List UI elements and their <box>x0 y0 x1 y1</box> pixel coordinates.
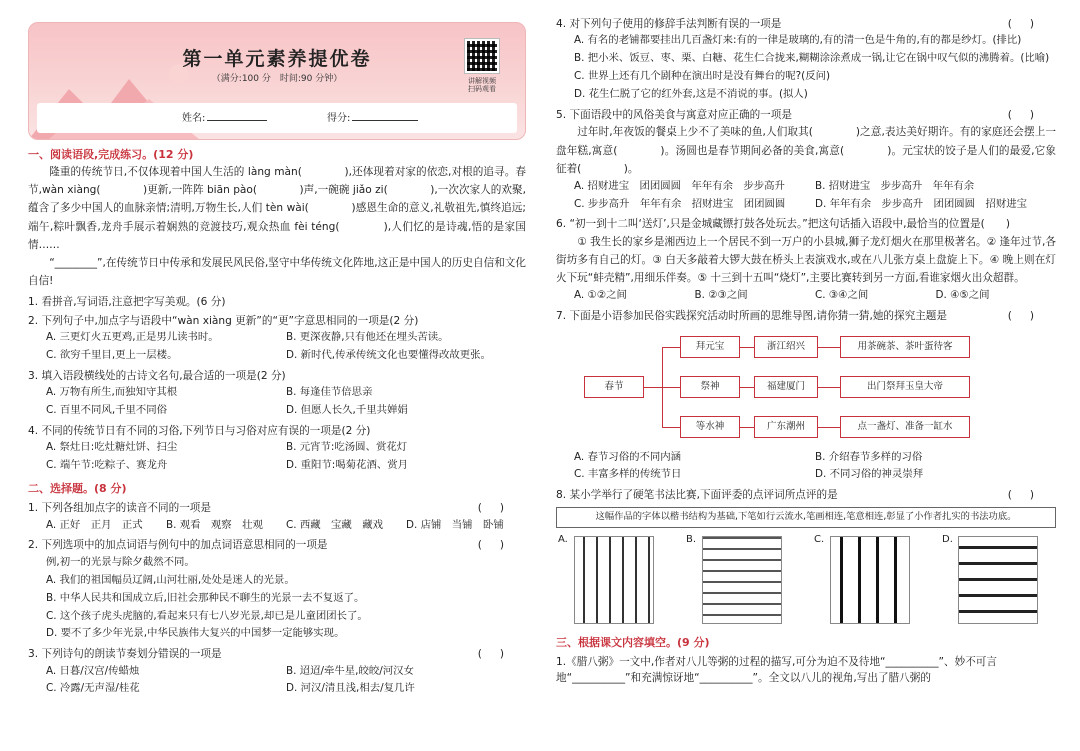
question-2-6: 6. “初一到十二叫‘送灯’,只是金城藏镖打鼓各处玩去。”把这句话插入语段中,最恰当的位置是( ) <box>556 218 1011 231</box>
question-1-3: 3. 填入语段横线处的古诗文名句,最合适的一项是(2 分) <box>28 369 286 382</box>
calligraphy-option-b[interactable]: B. <box>686 532 798 628</box>
mindmap-place: 浙江绍兴 <box>754 336 818 358</box>
exam-subtitle: （满分:100 分 时间:90 分钟） <box>211 74 343 84</box>
calligraphy-image <box>958 536 1038 624</box>
mindmap-leaf: 点一盏灯、准备一缸水 <box>840 416 970 438</box>
option[interactable]: B. 中华人民共和国成立后,旧社会那种民不聊生的光景一去不复返了。 <box>46 591 365 604</box>
option[interactable]: B. 招财进宝 步步高升 年年有余 <box>815 180 975 193</box>
option[interactable]: A. 日暮/汉宫/传蜡烛 <box>46 664 140 677</box>
option[interactable]: A. 春节习俗的不同内涵 <box>574 450 682 463</box>
option[interactable]: B. 观看 观察 壮观 <box>166 518 263 531</box>
option[interactable]: A. 我们的祖国幅员辽阔,山河壮丽,处处是迷人的光景。 <box>46 573 295 586</box>
option[interactable]: A. 万物有所生,而独知守其根 <box>46 386 178 399</box>
option[interactable]: A. 招财进宝 团团圆圆 年年有余 步步高升 <box>574 180 785 193</box>
score-label: 得分: <box>327 113 351 124</box>
question-2-5-options <box>556 178 1056 213</box>
mindmap-node: 祭神 <box>680 376 740 398</box>
mindmap-node: 等水神 <box>680 416 740 438</box>
option[interactable]: C. 步步高升 年年有余 招财进宝 团团圆圆 <box>574 197 786 210</box>
question-1-2-options <box>28 329 526 364</box>
question-2-7: () 7. 下面是小语参加民俗实践探究活动时所画的思维导图,请你猜一猜,她的探究主题是 <box>556 310 1052 323</box>
name-label: 姓名: <box>182 113 206 124</box>
question-1-3-options <box>28 384 526 419</box>
question-2-8: () 8. 某小学举行了硬笔书法比赛,下面评委的点评词所点评的是 <box>556 488 1052 501</box>
question-2-2: () 2. 下列选项中的加点词语与例句中的加点词语意思相同的一项是 <box>28 539 522 552</box>
calligraphy-option-c[interactable]: C. <box>814 532 926 628</box>
option[interactable]: D. ④⑤之间 <box>935 289 990 302</box>
option[interactable]: C. 百里不同风,千里不同俗 <box>46 403 168 416</box>
qr-caption: 讲解视频 扫码观看 <box>468 77 496 94</box>
question-1-4-options <box>28 439 526 474</box>
option[interactable]: B. 把小米、饭豆、枣、栗、白糖、花生仁合拢来,糊糊涂涂煮成一锅,让它在锅中叹气似的沸腾着。(比喻) <box>574 52 1050 65</box>
question-2-2-options <box>28 572 526 644</box>
option[interactable]: C. 这个孩子虎头虎脑的,看起来只有七八岁光景,却已是儿童团团长了。 <box>46 609 368 622</box>
calligraphy-image <box>574 536 654 624</box>
question-2-3: () 3. 下列诗句的朗读节奏划分错误的一项是 <box>28 648 522 661</box>
left-column <box>28 0 526 698</box>
calligraphy-samples <box>556 532 1056 628</box>
question-2-5: () 5. 下面语段中的风俗美食与寓意对应正确的一项是 <box>556 108 1052 121</box>
mindmap-leaf: 出门祭拜玉皇大帝 <box>840 376 970 398</box>
question-2-7-options <box>556 449 1056 484</box>
question-1-1: 1. 看拼音,写词语,注意把字写美观。(6 分) <box>28 295 226 308</box>
option[interactable]: C. 端午节:吃粽子、赛龙舟 <box>46 458 168 471</box>
question-1-2: 2. 下列句子中,加点字与语段中“wàn xiàng 更新”的“更”字意思相同的一项是(2 分) <box>28 314 419 327</box>
question-2-1: () 1. 下列各组加点字的读音不同的一项是 <box>28 502 522 515</box>
calligraphy-option-a[interactable]: A. <box>558 532 670 628</box>
option[interactable]: B. 介绍春节多样的习俗 <box>815 450 923 463</box>
option[interactable]: C. 世界上还有几个剧种在演出时是没有舞台的呢?(反问) <box>574 70 831 83</box>
option[interactable]: C. 冷露/无声湿/桂花 <box>46 682 140 695</box>
judge-comment-box: 这幅作品的字体以楷书结构为基础,下笔如行云流水,笔画相连,笔意相连,彰显了小作者扎实的书法功底。 <box>556 507 1056 527</box>
question-2-1-options <box>28 517 526 535</box>
mindmap-node: 拜元宝 <box>680 336 740 358</box>
option[interactable]: D. 新时代,传承传统文化也要懂得改故更张。 <box>286 349 491 362</box>
option[interactable]: B. 更深夜静,只有他还在埋头苦读。 <box>286 331 449 344</box>
mindmap-root: 春节 <box>584 376 644 398</box>
name-field[interactable] <box>207 120 267 121</box>
question-2-6-options <box>556 287 1056 305</box>
option[interactable]: D. 不同习俗的神灵崇拜 <box>815 468 924 481</box>
calligraphy-image <box>702 536 782 624</box>
option[interactable]: C. ③④之间 <box>815 289 869 302</box>
header-card <box>28 22 526 140</box>
mind-map <box>556 329 1056 447</box>
mindmap-place: 福建厦门 <box>754 376 818 398</box>
option[interactable]: D. 但愿人长久,千里共婵娟 <box>286 403 408 416</box>
exam-title: 第一单元素养提优卷 <box>182 48 372 70</box>
question-2-6-text: ① 我生长的家乡是湘西边上一个居民不到一万户的小县城,狮子龙灯烟火在那里极著名。② 逢年过节,各街坊多有自己的灯。③ 白天多敲着大锣大鼓在桥头上表演戏水,或在八儿张方桌上盘旋上下。④ 晚上则在灯火下玩“蚌壳精”,用细乐伴奏。⑤ 十三到十五叫“烧灯”,主要比赛转到另一方面,看谁家烟火出众超群。 <box>556 235 1056 285</box>
section3-title: 三、根据课文内容填空。(9 分) <box>556 635 710 649</box>
question-2-4: () 4. 对下列句子使用的修辞手法判断有误的一项是 <box>556 18 1052 30</box>
option[interactable]: A. 祭灶日:吃灶糖灶饼、扫尘 <box>46 440 178 453</box>
option[interactable]: D. 店铺 当铺 卧铺 <box>406 518 504 531</box>
question-2-5-text: 过年时,年夜饭的餐桌上少不了美味的鱼,人们取其( )之意,表达美好期许。有的家庭还会摆上一盘年糕,寓意( )。汤圆也是春节期间必备的美食,寓意( )。元宝状的饺子是人们的最爱,它象征着( )。 <box>556 126 1056 175</box>
option[interactable]: B. ②③之间 <box>694 289 748 302</box>
option[interactable]: A. 三更灯火五更鸡,正是男儿读书时。 <box>46 331 219 344</box>
mindmap-place: 广东潮州 <box>754 416 818 438</box>
option[interactable]: B. 迢迢/牵牛星,皎皎/河汉女 <box>286 664 414 677</box>
question-2-3-options <box>28 663 526 698</box>
question-3-1: 1.《腊八粥》一文中,作者对八儿等粥的过程的描写,可分为迫不及待地“__________”、妙不可言地“__________”和充满惊讶地“__________”。全文以八儿的视角,写出了腊八粥的 <box>556 655 997 685</box>
section2-title: 二、选择题。(8 分) <box>28 482 127 496</box>
question-2-4-options <box>556 32 1056 104</box>
option[interactable]: D. 重阳节:喝菊花酒、赏月 <box>286 458 409 471</box>
option[interactable]: C. 西藏 宝藏 藏戏 <box>286 518 383 531</box>
qr-code-icon[interactable] <box>465 39 499 73</box>
option[interactable]: D. 年年有余 步步高升 团团圆圆 招财进宝 <box>815 197 1028 210</box>
option[interactable]: A. 正好 正月 正式 <box>46 518 143 531</box>
calligraphy-option-d[interactable]: D. <box>942 532 1054 628</box>
section1-paragraph: 隆重的传统节日,不仅体现着中国人生活的 làng màn( ),还体现着对家的依恋,对根的追寻。春节,wàn xiàng( )更新,一阵阵 biān pào( )声,一碗碗 jiǎo zi( ),一次次家人的欢聚,蕴含了多少中国人的血脉亲情;清明,万物生长,人们 tèn wài( )感恩生命的意义,礼敬祖先,慎终追远;端午,粽叶飘香,龙舟手展示着娴熟的竞渡技巧,观众热血 fèi téng( ),人们忆的是诗魂,悟的是家国情…… <box>28 166 526 251</box>
option[interactable]: B. 每逢佳节倍思亲 <box>286 386 373 399</box>
score-field[interactable] <box>352 120 418 121</box>
mindmap-leaf: 用茶碗茶、茶叶蛋待客 <box>840 336 970 358</box>
question-1-4: 4. 不同的传统节日有不同的习俗,下列节日与习俗对应有误的一项是(2 分) <box>28 424 371 437</box>
option[interactable]: D. 要不了多少年光景,中华民族伟大复兴的中国梦一定能够实现。 <box>46 627 345 640</box>
name-score-bar <box>37 103 517 133</box>
option[interactable]: D. 花生仁脱了它的红外套,这是不消说的事。(拟人) <box>574 88 808 101</box>
calligraphy-image <box>830 536 910 624</box>
section1-title: 一、阅读语段,完成练习。(12 分) <box>28 148 194 161</box>
option[interactable]: A. 有名的老铺都要挂出几百盏灯来:有的一律是玻璃的,有的清一色是牛角的,有的都是纱灯。(排比) <box>574 34 1022 47</box>
right-column <box>556 0 1056 687</box>
question-2-2-example: 例,初一的光景与除夕截然不同。 <box>46 555 195 568</box>
option[interactable]: C. 丰富多样的传统节日 <box>574 468 682 481</box>
option[interactable]: A. ①②之间 <box>574 289 627 302</box>
option[interactable]: D. 河汉/清且浅,相去/复几许 <box>286 682 415 695</box>
option[interactable]: B. 元宵节:吃汤圆、赏花灯 <box>286 440 408 453</box>
option[interactable]: C. 欲穷千里目,更上一层楼。 <box>46 349 178 362</box>
section1-paragraph2: “________”,在传统节日中传承和发展民风民俗,坚守中华传统文化阵地,这正是中国人的历史自信和文化自信! <box>28 257 526 288</box>
